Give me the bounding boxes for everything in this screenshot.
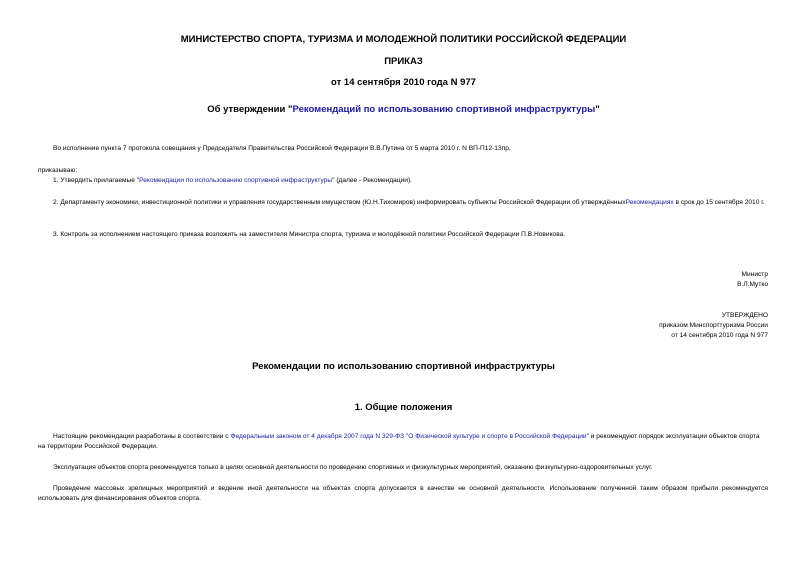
approval-date: от 14 сентября 2010 года N 977 — [671, 332, 768, 339]
intro-paragraph: Во исполнение пункта 7 протокола совещания у Председателя Правительства Российской Федерации В.В.Путина от 5 марта 2010 г. N ВП-П12-13пр, — [53, 145, 511, 152]
item2-link[interactable]: Рекомендациях — [625, 199, 674, 206]
subject-link[interactable]: Рекомендаций по использованию спортивной инфраструктуры — [292, 104, 596, 115]
doc-type-heading: ПРИКАЗ — [384, 56, 423, 67]
item1-prefix: 1. Утвердить прилагаемые " — [53, 177, 140, 184]
signature-name: В.Л.Мутко — [737, 281, 768, 288]
section-1-title: 1. Общие положения — [354, 402, 453, 413]
recommendations-para-1 — [38, 432, 768, 451]
item-1 — [53, 176, 412, 186]
recommendations-title: Рекомендации по использованию спортивной инфраструктуры — [252, 361, 555, 372]
subject-suffix: " — [595, 104, 600, 115]
ministry-heading: МИНИСТЕРСТВО СПОРТА, ТУРИЗМА И МОЛОДЕЖНОЙ ПОЛИТИКИ РОССИЙСКОЙ ФЕДЕРАЦИИ — [180, 34, 627, 45]
recommendations-para-2: Эксплуатация объектов спорта рекомендуется только в целях основной деятельности по проведению спортивных и физкультурных мероприятий, оказанию физкультурно-оздоровительных услуг. — [53, 464, 653, 471]
para1-suffix: и рекомендуют порядок эксплуатации объектов спорта на территории Российской Федерации. — [38, 433, 760, 450]
subject-prefix: Об утверждении " — [207, 104, 293, 115]
item-2 — [38, 198, 768, 208]
item1-suffix: " (далее - Рекомендации). — [332, 177, 413, 184]
recommendations-para-3: Проведение массовых зрелищных мероприятий и ведение иной деятельности на объектах спорта допускается в качестве не основной деятельности. Использование полученной таким образом прибыли рекомендуется использовать для финансирования объектов спорта. — [38, 485, 768, 502]
approval-label: УТВЕРЖДЕНО — [721, 312, 768, 319]
order-word: приказываю: — [38, 167, 78, 174]
para1-prefix: Настоящие рекомендации разработаны в соответствии с — [53, 433, 231, 440]
item2-prefix: 2. Департаменту экономики, инвестиционной политики и управления государственным имуществом (Ю.Н.Тихомиров) информировать субъекты Российской Федерации об утверждённых — [53, 199, 626, 206]
approval-order: приказом Минспорттуризма России — [659, 322, 768, 329]
signature-title: Министр — [741, 271, 768, 278]
order-date-number: от 14 сентября 2010 года N 977 — [331, 77, 476, 88]
item-3: 3. Контроль за исполнением настоящего приказа возложить на заместителя Министра спорта, туризма и молодёжной политики Российской Федерации П.В.Новикова. — [53, 231, 566, 238]
item1-link[interactable]: Рекомендации по использованию спортивной инфраструктуры — [139, 177, 333, 184]
federal-law-link[interactable]: Федеральным законом от 4 декабря 2007 года N 329-ФЗ "О Физической культуре и спорте в Российской Федерации" — [230, 433, 589, 440]
item2-suffix: в срок до 15 сентября 2010 г. — [673, 199, 765, 206]
order-subject — [0, 104, 807, 115]
